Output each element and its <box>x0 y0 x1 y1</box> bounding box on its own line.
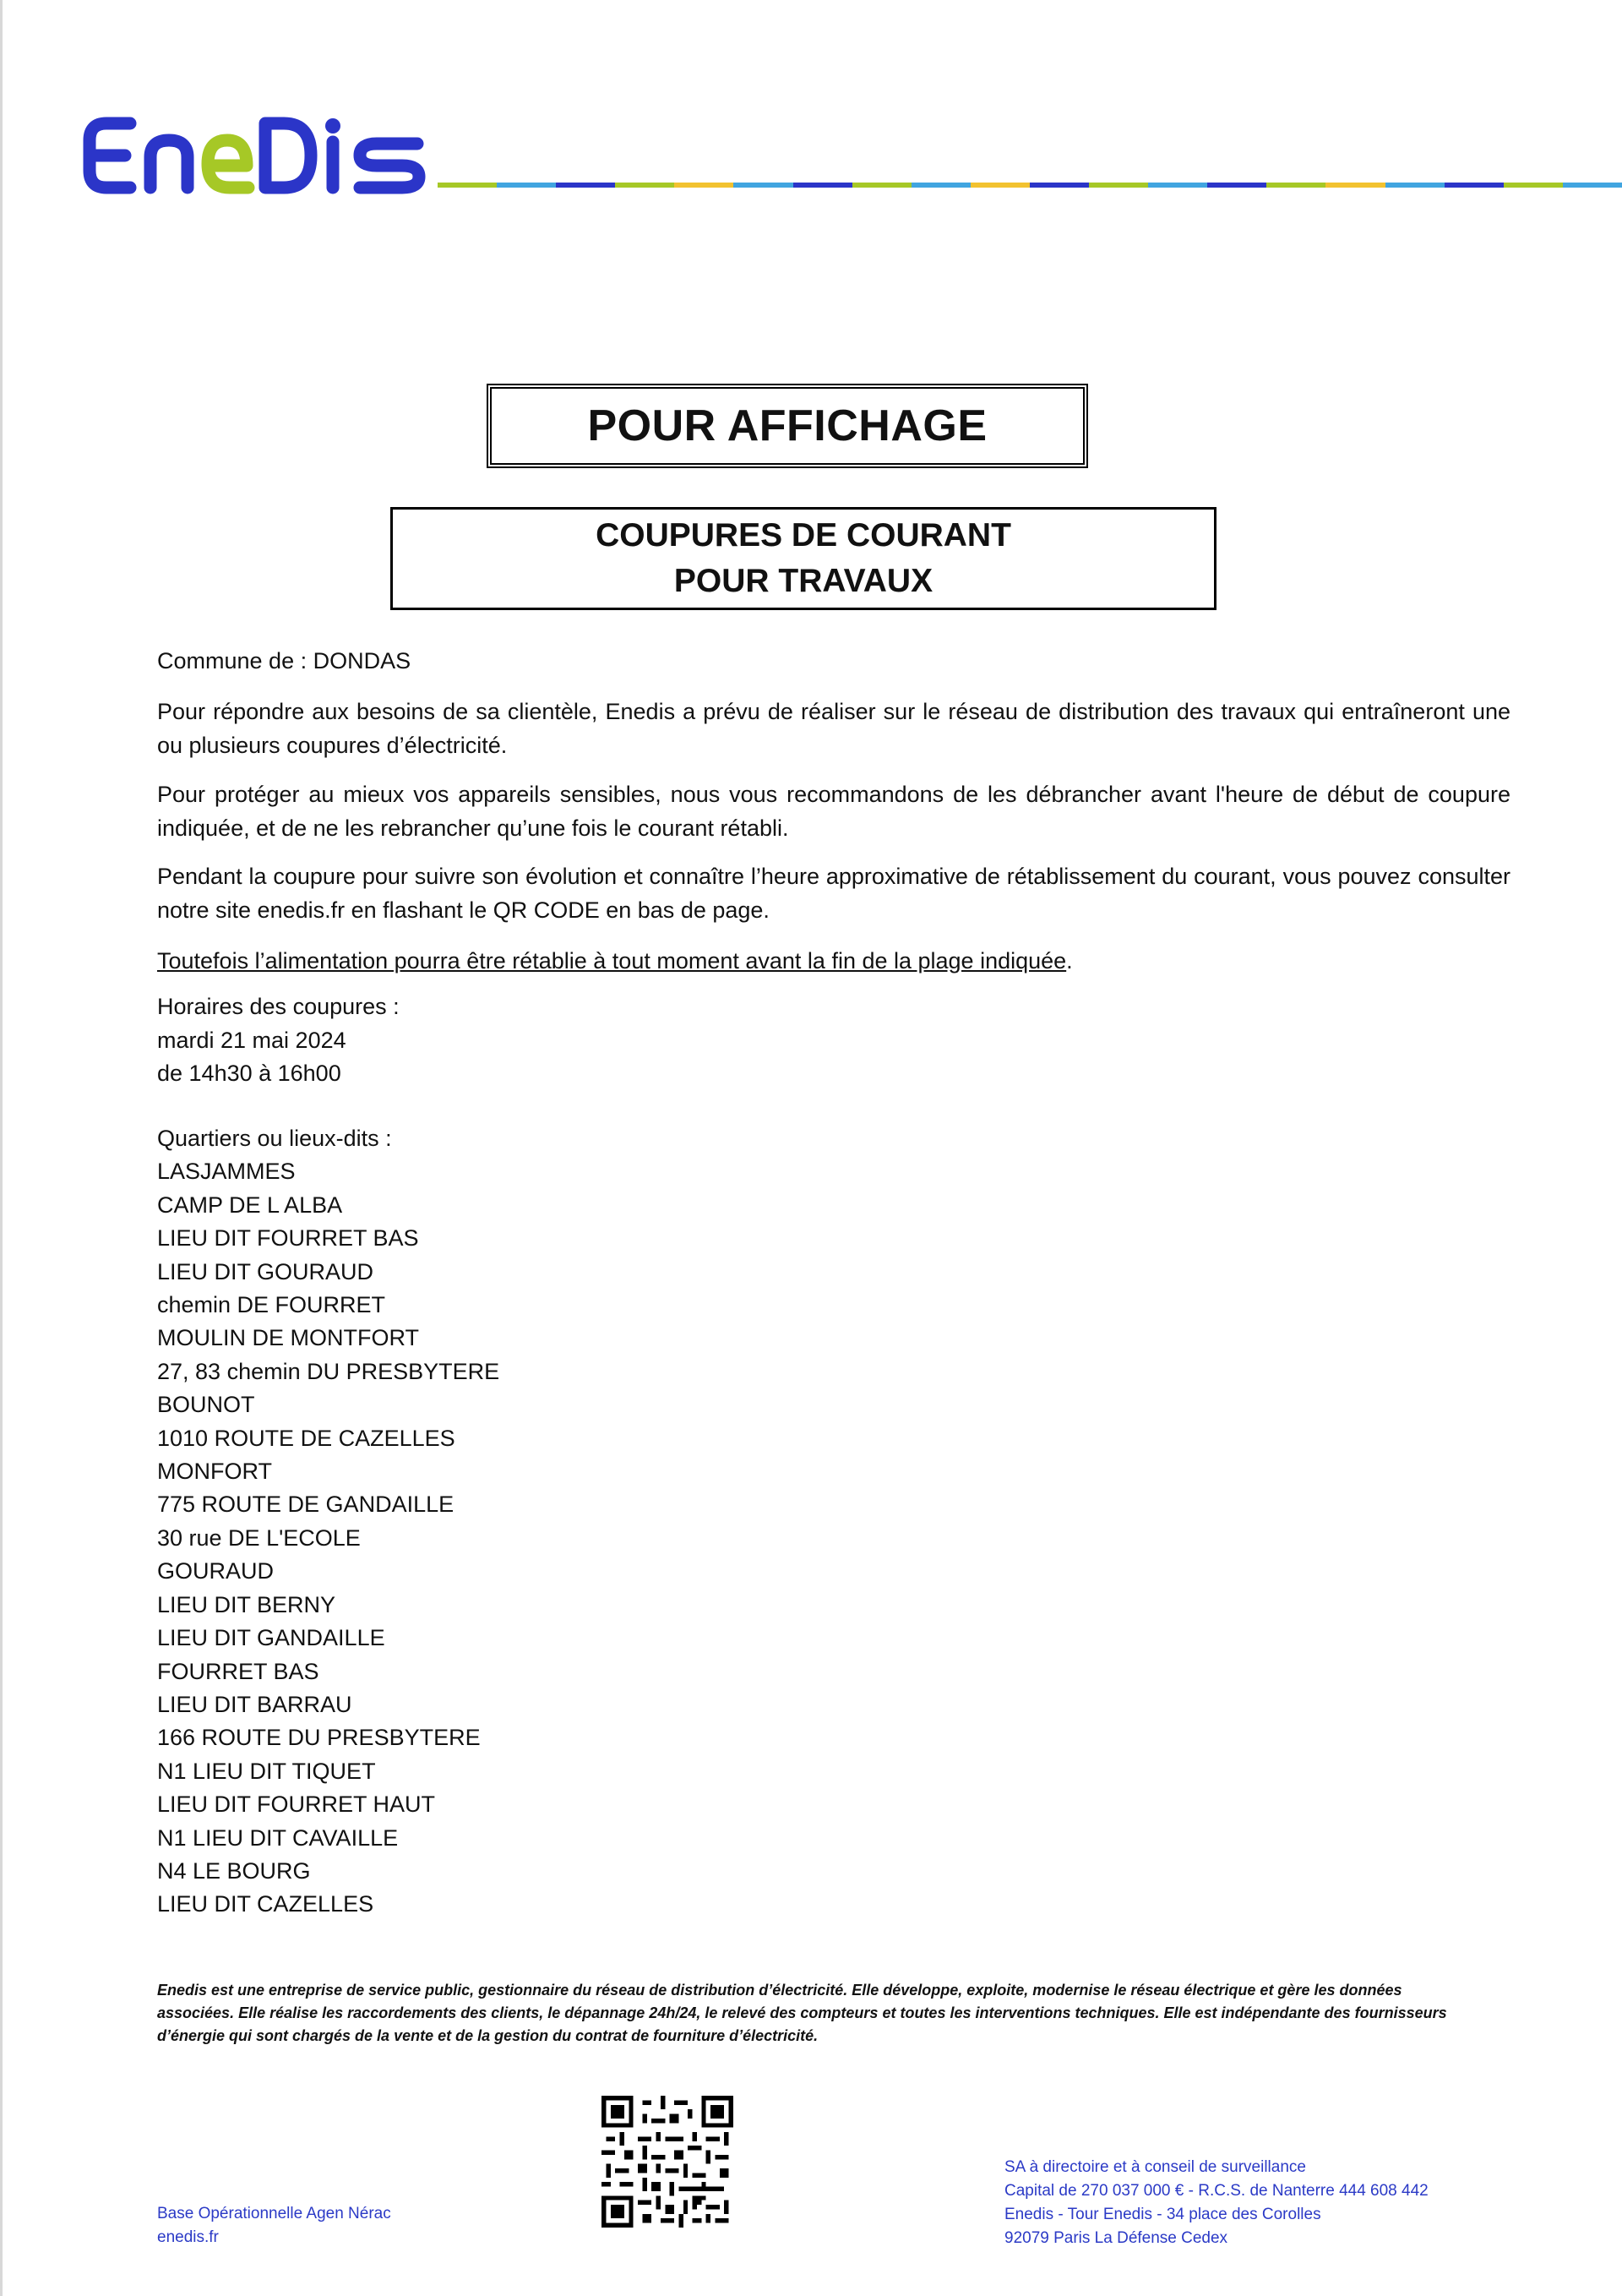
footer-legal-line2: Capital de 270 037 000 € - R.C.S. de Nanterre 444 608 442 <box>1004 2182 1429 2200</box>
list-item: LIEU DIT CAZELLES <box>157 1891 374 1917</box>
schedule-time: de 14h30 à 16h00 <box>157 1061 341 1086</box>
footer-right <box>1004 2156 1429 2250</box>
schedule-block <box>157 990 1510 1091</box>
list-item: LIEU DIT FOURRET BAS <box>157 1225 419 1252</box>
list-item: LIEU DIT BARRAU <box>157 1691 352 1717</box>
list-item: LIEU DIT GOURAUD <box>157 1258 374 1284</box>
main-title-text: POUR AFFICHAGE <box>587 401 988 450</box>
footer-base-name: Base Opérationnelle Agen Nérac <box>157 2205 391 2222</box>
list-item: 775 ROUTE DE GANDAILLE <box>157 1492 454 1518</box>
footer-left <box>157 2202 391 2250</box>
disclaimer-text: Enedis est une entreprise de service public, gestionnaire du réseau de distribution d’électricité. Elle développe, exploite, modernise le réseau électrique et gère les données associées. Elle réalise les raccordements des clients, le dépannage 24h/24, le relevé des compteurs et toutes les interventions techniques. Elle est indépendante des fournisseurs d’énergie qui sont chargés de la vente et de la gestion du contrat de fourniture d’électricité. <box>157 1982 1447 2044</box>
sub-title-line1: COUPURES DE COURANT <box>596 517 1011 554</box>
commune-line: Commune de : DONDAS <box>157 648 411 674</box>
list-item: MOULIN DE MONTFORT <box>157 1325 419 1351</box>
footer-website[interactable]: enedis.fr <box>157 2228 219 2246</box>
page-edge <box>0 0 3 2296</box>
schedule-label: Horaires des coupures : <box>157 994 400 1019</box>
pour-affichage-title <box>487 384 1088 468</box>
places-label: Quartiers ou lieux-dits : <box>157 1126 392 1151</box>
paragraph-1: Pour répondre aux besoins de sa clientèle, Enedis a prévu de réaliser sur le réseau de distribution des travaux qui entraîneront une ou plusieurs coupures d’électricité. <box>157 699 1510 758</box>
list-item: LIEU DIT BERNY <box>157 1591 336 1617</box>
list-item: CAMP DE L ALBA <box>157 1192 343 1218</box>
list-item: 166 ROUTE DU PRESBYTERE <box>157 1725 481 1751</box>
brand-color-stripe <box>438 183 1622 188</box>
list-item: 1010 ROUTE DE CAZELLES <box>157 1425 455 1451</box>
footer-legal-line4: 92079 Paris La Défense Cedex <box>1004 2229 1228 2247</box>
list-item: BOUNOT <box>157 1392 255 1418</box>
enedis-logo <box>81 115 431 196</box>
list-item: MONFORT <box>157 1459 272 1485</box>
footer-legal-line1: SA à directoire et à conseil de surveillance <box>1004 2158 1306 2176</box>
list-item: LIEU DIT FOURRET HAUT <box>157 1792 436 1818</box>
list-item: N1 LIEU DIT TIQUET <box>157 1758 376 1784</box>
paragraph-3: Pendant la coupure pour suivre son évolution et connaître l’heure approximative de rétablissement du courant, vous pouvez consulter notre site enedis.fr en flashant le QR CODE en bas de page. <box>157 864 1510 923</box>
notice-period: . <box>1066 948 1073 973</box>
list-item: N1 LIEU DIT CAVAILLE <box>157 1824 399 1851</box>
list-item: GOURAUD <box>157 1558 275 1584</box>
list-item: chemin DE FOURRET <box>157 1292 386 1318</box>
notice-line <box>157 944 1510 978</box>
list-item: N4 LE BOURG <box>157 1857 311 1884</box>
coupures-title-box <box>390 507 1216 610</box>
schedule-date: mardi 21 mai 2024 <box>157 1027 346 1053</box>
qr-code-icon[interactable] <box>601 2096 733 2228</box>
list-item: FOURRET BAS <box>157 1658 319 1684</box>
list-item: 30 rue DE L'ECOLE <box>157 1524 361 1551</box>
footer-legal-line3: Enedis - Tour Enedis - 34 place des Corolles <box>1004 2206 1321 2223</box>
list-item: LASJAMMES <box>157 1159 296 1185</box>
list-item: LIEU DIT GANDAILLE <box>157 1625 385 1651</box>
places-list <box>157 1122 499 1922</box>
notice-underlined: Toutefois l’alimentation pourra être rétablie à tout moment avant la fin de la plage indiquée <box>157 948 1067 973</box>
sub-title-line2: POUR TRAVAUX <box>673 563 933 599</box>
list-item: 27, 83 chemin DU PRESBYTERE <box>157 1358 500 1384</box>
paragraph-2: Pour protéger au mieux vos appareils sensibles, nous vous recommandons de les débrancher avant l'heure de début de coupure indiquée, et de ne les rebrancher qu’une fois le courant rétabli. <box>157 782 1510 841</box>
